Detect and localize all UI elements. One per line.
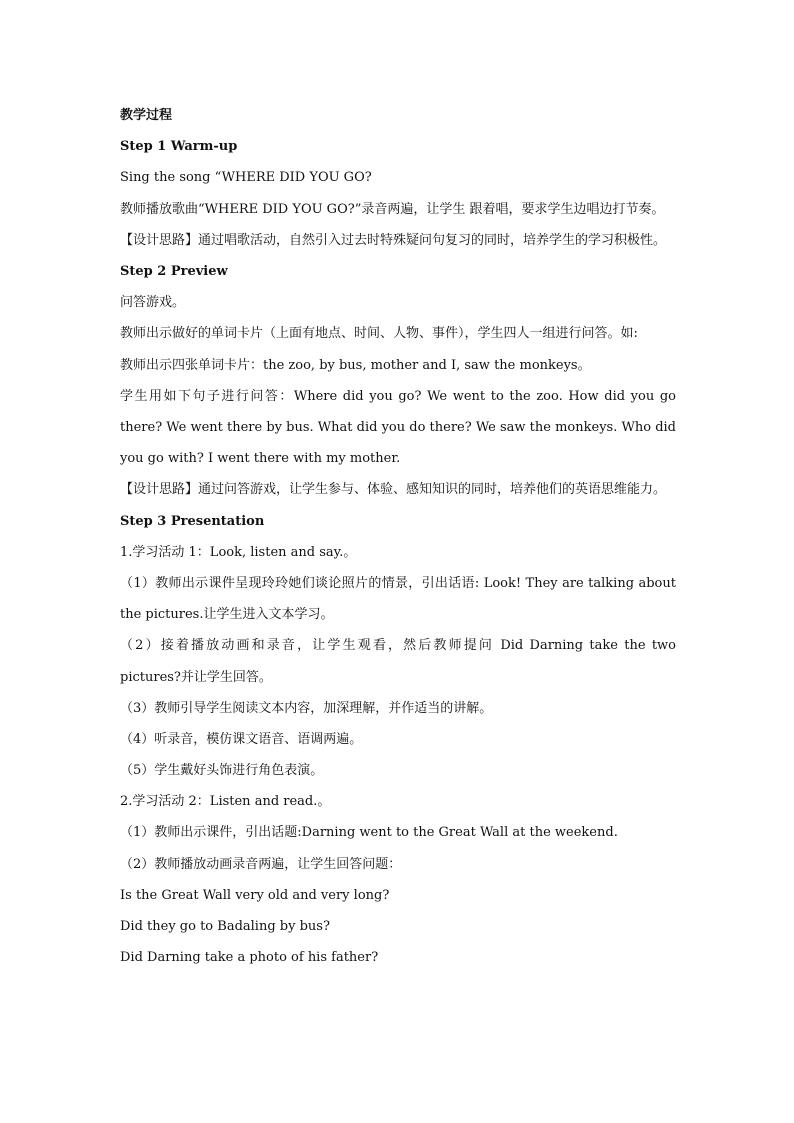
step3-title: Step 3 Presentation xyxy=(120,513,265,529)
step2-line2: 教师出示做好的单词卡片（上面有地点、时间、人物、事件），学生四人一组进行问答。如: xyxy=(120,326,638,342)
question-3: Did Darning take a photo of his father? xyxy=(120,950,379,966)
step2-line1: 问答游戏。 xyxy=(120,295,186,311)
activity1-title: 1.学习活动 1：Look, listen and say.。 xyxy=(120,544,357,560)
activity2-item1: （1）教师出示课件，引出话题:Darning went to the Great Wall at the weekend. xyxy=(120,825,618,841)
section-heading: 教学过程 xyxy=(120,108,173,123)
activity2-title: 2.学习活动 2：Listen and read.。 xyxy=(120,794,331,810)
question-2: Did they go to Badaling by bus? xyxy=(120,919,330,935)
activity1-item1: （1）教师出示课件呈现玲玲她们谈论照片的情景，引出话语: Look! They are talking about the pictures.让学生进入文本学习。 xyxy=(120,575,676,623)
step2-line4: 学生用如下句子进行问答：Where did you go? We went to the zoo. How did you go there? We went there by bus. What did you do there? We saw the monkeys. Who did you go with? I went there with my mother. xyxy=(120,388,676,467)
document-page xyxy=(120,100,676,973)
step1-design-note: 【设计思路】通过唱歌活动，自然引入过去时特殊疑问句复习的同时，培养学生的学习积极性。 xyxy=(120,232,667,248)
step1-title: Step 1 Warm-up xyxy=(120,139,238,155)
step2-title: Step 2 Preview xyxy=(120,263,228,279)
activity1-item4: （4）听录音，模仿课文语音、语调两遍。 xyxy=(120,731,363,747)
question-1: Is the Great Wall very old and very long? xyxy=(120,887,390,903)
activity1-item2: （2）接着播放动画和录音，让学生观看，然后教师提问 Did Darning take the two pictures?并让学生回答。 xyxy=(120,638,676,685)
activity2-item2: （2）教师播放动画录音两遍，让学生回答问题： xyxy=(120,856,402,872)
activity1-item3: （3）教师引导学生阅读文本内容，加深理解，并作适当的讲解。 xyxy=(120,700,493,716)
step1-line2: 教师播放歌曲“WHERE DID YOU GO?”录音两遍，让学生 跟着唱，要求学生边唱边打节奏。 xyxy=(120,201,665,217)
step2-design-note: 【设计思路】通过问答游戏，让学生参与、体验、感知知识的同时，培养他们的英语思维能力。 xyxy=(120,482,667,498)
step2-line3: 教师出示四张单词卡片：the zoo, by bus, mother and I, saw the monkeys。 xyxy=(120,357,591,373)
activity1-item5: （5）学生戴好头饰进行角色表演。 xyxy=(120,763,324,779)
step1-line1: Sing the song “WHERE DID YOU GO? xyxy=(120,170,372,186)
